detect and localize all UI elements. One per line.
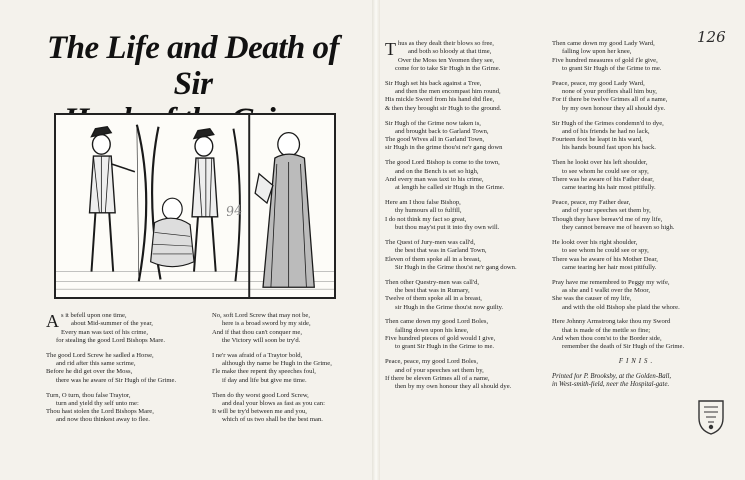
verse-line: the best that was in Garland Town, [395,247,487,255]
stanza [46,352,206,385]
verse-line: about Mid-summer of the year, [71,320,153,328]
verse-line: that is made of the mettle so fine; [562,326,651,334]
verse-line: Peace, peace, my Father dear, [552,199,631,207]
stanza [385,199,545,232]
verse-line: She was the causer of my life, [552,295,632,303]
verse-line: Fourteen foot he leapt in his ward, [552,136,643,144]
verse-line: to see whom he could see or spy, [562,247,649,255]
verse-line: No, soft Lord Screw that may not be, [212,312,310,319]
woodcut-illustration [54,113,336,299]
verse-line: Then other Questry-men was call'd, [385,278,480,286]
verse-line: He lookt over his right shoulder, [552,238,638,246]
drop-cap: T [385,39,396,59]
verse-line: to grant Sir Hugh in the Grime to me. [395,343,495,351]
verse-line: and rid after this same scrime, [56,360,136,368]
verse-line: Here am I thou false Bishop, [385,199,461,207]
verse-line: as she and I walkt over the Moor, [562,286,650,294]
verse-line: the Victory will soon be try'd. [222,336,301,344]
verse-line: if day and life but give me time. [222,376,307,384]
verse-line: Five hundred measures of gold i'le give, [552,56,658,64]
verse-line: The good Lord Bishop is come to the town, [385,159,500,167]
verse-line: Before he did get over the Moss, [46,368,133,376]
verse-line: The Quest of Jury-men was call'd, [385,238,476,246]
verse-line: for stealing the good Lord Bishops Mare. [56,336,165,344]
verse-line: And when thou com'st to the Border side, [552,335,662,343]
text-column-3 [385,40,545,398]
stanza [385,159,545,192]
verse-line: Five hundred pieces of gold would I give, [385,335,496,343]
verse-line: falling low upon her knee, [562,48,632,56]
verse-line: For if there be twelve Grimes all of a name, [552,96,668,104]
verse-line: then by my own honour they all should dye. [395,383,512,391]
stanza [385,80,545,113]
verse-line: falling down upon his knee, [395,326,469,334]
verse-line: came tearing her hair most pitifully. [562,263,657,271]
verse-line: come for to take Sir Hugh in the Grime. [395,64,501,72]
verse-line: Here Johnny Armstrong take thou my Sword [552,318,671,326]
verse-line: turn and yield thy self unto me: [56,399,139,407]
imprint-line-2: in West-smith-field, neer the Hospital-gate. [552,380,670,388]
verse-line: Sir Hugh of the Grimes condemn'd to dye, [552,119,664,127]
verse-line: s it befell upon one time, [61,312,127,319]
imprint-line-1: Printed for P. Brooksby, at the Golden-Ball, [552,372,672,380]
verse-line: I ne'r was afraid of a Traytor bold, [212,351,303,359]
verse-line: the best that was in Rumary, [395,286,470,294]
text-column-4 [552,40,722,389]
handwritten-number: 94 [225,202,244,221]
printer-imprint [552,373,722,390]
stanza [385,239,545,272]
stanza [385,358,545,391]
verse-line: And if that thou can't conquer me, [212,328,302,336]
stanza [552,318,722,351]
verse-line: sir Hugh in the grime thou'st ne'r gang down [385,144,503,152]
text-column-1 [46,312,206,431]
stanza [212,312,372,345]
verse-line: although thy name be Hugh in the Grime, [222,360,332,368]
verse-line: I'le make thee repent thy speeches foul, [212,368,316,376]
verse-line: There was he aware of his Mother Dear, [552,255,658,263]
stanza [552,80,722,113]
verse-line: If there be eleven Grimes all of a name, [385,374,490,382]
verse-line: and now thou thinkest away to flee. [56,416,150,424]
verse-line: to see whom he could see or spy, [562,167,649,175]
verse-line: The good Wives all in Garland Town, [385,136,485,144]
library-crest-icon [696,398,726,436]
text-column-2 [212,312,372,431]
verse-line: Over the Moss ten Yeomen they see, [398,56,495,64]
folio-number: 126 [697,28,726,46]
stanza [46,392,206,425]
verse-line: Turn, O turn, thou false Traytor, [46,391,131,399]
stanza [385,120,545,153]
verse-line: & then they brought sir Hugh to the ground. [385,104,502,112]
stanza [212,352,372,385]
verse-line: Thou hast stolen the Lord Bishops Mare, [46,408,154,416]
verse-line: and then the men encompast him round, [395,88,501,96]
verse-line: but thou may'st put it into thy own will. [395,224,500,232]
verse-line: none of your proffers shall him buy, [562,88,657,96]
page-fold [372,0,380,480]
verse-line: and of your speeches set them by, [562,207,651,215]
verse-line: Every man was taxt of his crime, [61,328,148,336]
verse-line: Sir Hugh in the Grime thou'st ne'r gang down. [395,263,517,271]
verse-line: and of your speeches set them by, [395,366,484,374]
verse-line: Sir Hugh set his back against a Tree, [385,79,482,87]
verse-line: and on the Bench is set so high, [395,167,479,175]
verse-line: and brought back to Garland Town, [395,127,489,135]
verse-line: Then came down my good Lord Boles, [385,318,489,326]
verse-line: came tearing his hair most pitifully. [562,184,656,192]
verse-line: remember the death of Sir Hugh of the Grime. [562,343,685,351]
verse-line: Then do thy worst good Lord Screw, [212,391,309,399]
verse-line: And every man was taxt to his crime, [385,175,484,183]
verse-line: hus as they dealt their blows so free, [398,40,494,47]
verse-line: Pray have me remembred to Peggy my wife, [552,278,670,286]
title-line-1: The Life and Death of Sir [47,30,339,102]
verse-line: here is a broad sword by my side, [222,320,311,328]
verse-line: which of us two shall be the best man. [222,416,323,424]
verse-line: sir Hugh in the Grime thou'st now guilty. [395,303,504,311]
stanza [552,40,722,73]
verse-line: The good Lord Screw he sadled a Horse, [46,351,154,359]
verse-line: Then came down my good Lady Ward, [552,40,655,47]
verse-line: they cannot bereave me of heaven so high. [562,224,675,232]
verse-line: his hands bound fast upon his back. [562,144,656,152]
verse-line: there was he aware of Sir Hugh of the Grime. [56,376,177,384]
verse-line: and of his friends he had no lack, [562,127,650,135]
verse-line: Eleven of them spoke all in a breast, [385,255,481,263]
verse-line: by my own honour they all should dye. [562,104,666,112]
stanza [552,239,722,272]
finis-label: FINIS. [618,358,656,366]
stanza [46,312,206,345]
verse-line: to grant Sir Hugh of the Grime to me. [562,64,662,72]
verse-line: I do not think my fact so great, [385,215,467,223]
verse-line: Twelve of them spoke all in a breast, [385,295,482,303]
verse-line: Though they have bereav'd me of my life, [552,215,663,223]
verse-line: and deal your blows as fast as you can: [222,399,325,407]
verse-line: at length he called sir Hugh in the Grime. [395,184,505,192]
stanza [552,279,722,312]
verse-line: Then he lookt over his left shoulder, [552,159,648,167]
stanza [552,199,722,232]
drop-cap: A [46,311,59,331]
verse-line: Peace, peace, my good Lord Boles, [385,358,479,366]
verse-line: and with the old Bishop she plaid the whore. [562,303,680,311]
verse-line: His mickle Sword from his hand did flee, [385,96,495,104]
verse-line: Peace, peace, my good Lady Ward, [552,79,645,87]
verse-line: and both so bloody at that time, [408,48,492,56]
stanza [385,318,545,351]
verse-line: Sir Hugh of the Grime now taken is, [385,119,481,127]
stanza [385,279,545,312]
verse-line: thy humours all to fulfill, [395,207,462,215]
verse-line: There was he aware of his Father dear, [552,175,654,183]
stanza [552,120,722,153]
verse-line: It will be try'd between me and you, [212,408,307,416]
stanza [385,40,545,73]
stanza [552,159,722,192]
stanza [212,392,372,425]
